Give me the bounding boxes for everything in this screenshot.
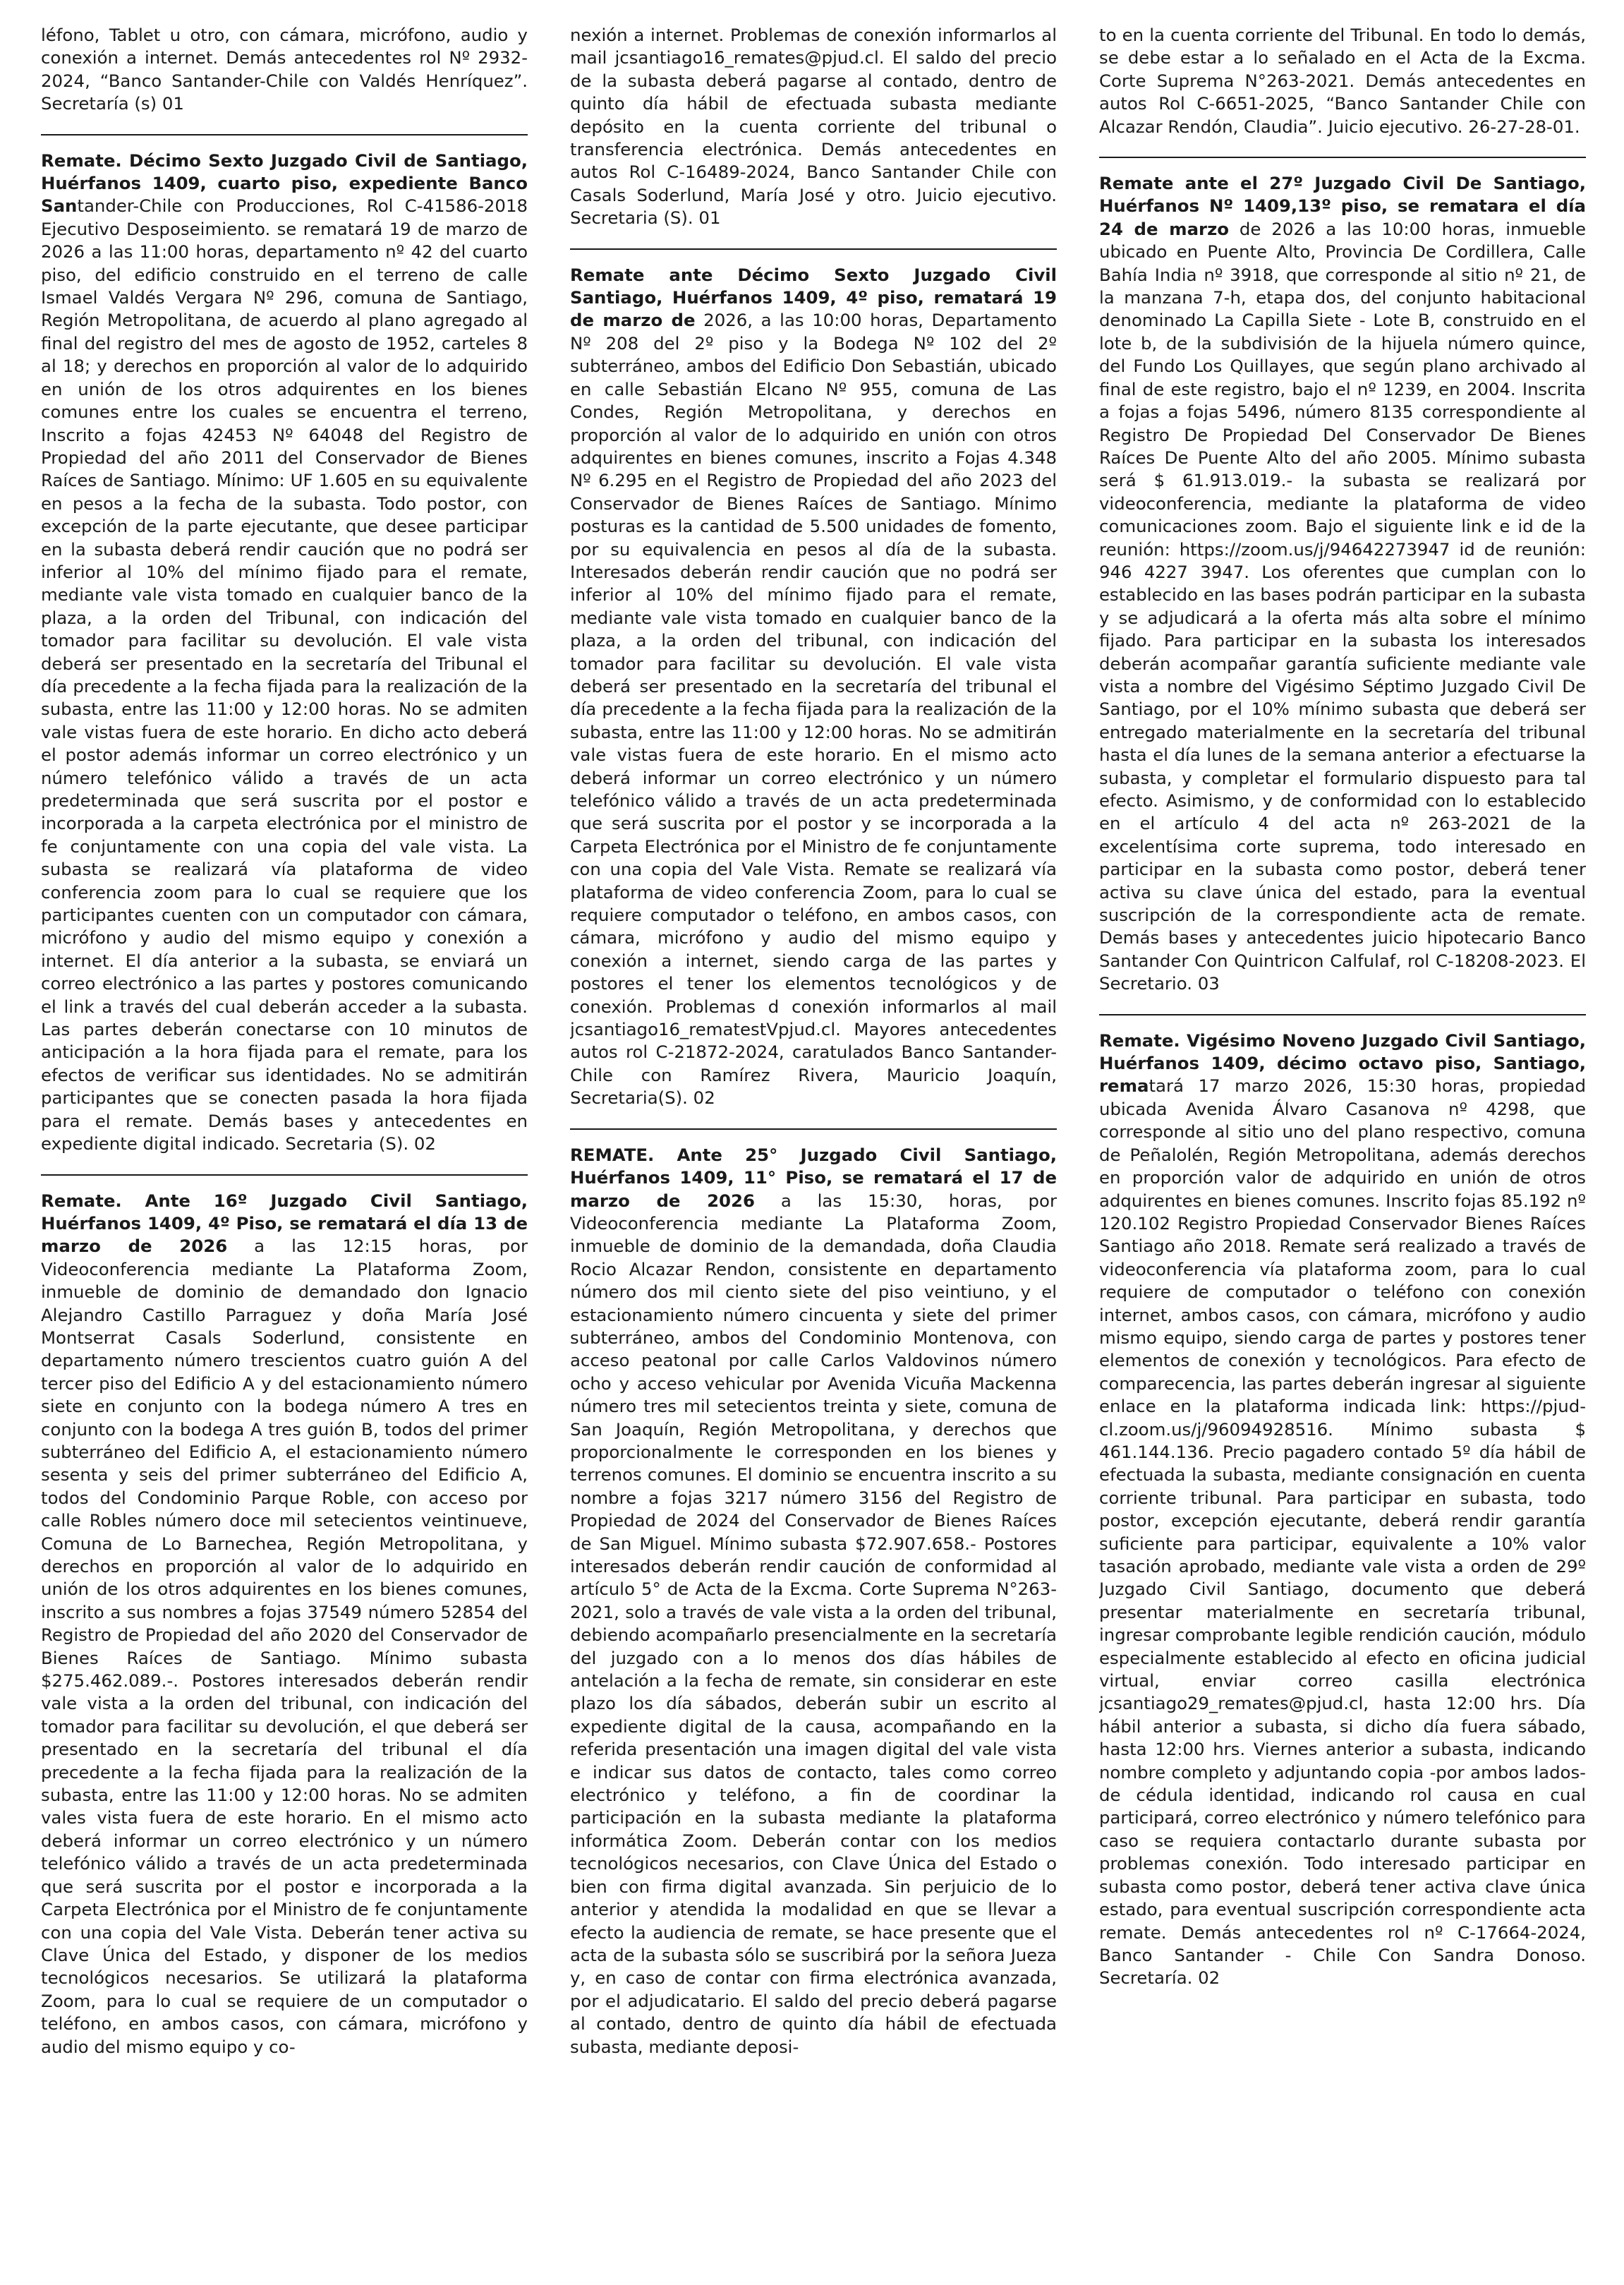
notice-heading: Remate ante el 27º Juzgado Civil De Santiago, Huérfanos Nº 1409,13º piso, se rematara el día 24 de marzo: [1099, 173, 1586, 239]
notice-heading: Remate. Ante 16º Juzgado Civil Santiago, Huérfanos 1409, 4º Piso, se rematará el día 13 de marzo de 2026: [41, 1190, 528, 1257]
notice-heading: Remate. Décimo Sexto Juzgado Civil de Santiago, Huérfanos 1409, cuarto piso, expediente Banco San: [41, 150, 528, 217]
notice-body: tander-Chile con Producciones, Rol C-41586-2018 Ejecutivo Desposeimiento. se rematará 19 de marzo de 2026 a las 11:00 horas, departamento nº 42 del cuarto piso, del edificio construido en el terreno de calle Ismael Valdés Vergara Nº 296, comuna de Santiago, Región Metropolitana, de acuerdo al plano agregado al final del registro del mes de agosto de 1952, carteles 8 al 18; y derechos en proporción al valor de lo adquirido en unión de los otros adquirentes en los bienes comunes entre los cuales se encuentra el terreno, Inscrito a fojas 42453 Nº 64048 del Registro de Propiedad del año 2011 del Conservador de Bienes Raíces de Santiago. Mínimo: UF 1.605 en su equivalente en pesos a la fecha de la subasta. Todo postor, con excepción de la parte ejecutante, que desee participar en la subasta deberá rendir caución que no podrá ser inferior al 10% del mínimo fijado para el remate, mediante vale vista tomado en cualquier banco de la plaza, a la orden del Tribunal, con indicación del tomador para facilitar su devolución. El vale vista deberá ser presentado en la secretaría del Tribunal el día precedente a la fecha fijada para la realización de la subasta, entre las 11:00 y 12:00 horas. No se admiten vale vistas fuera de este horario. En dicho acto deberá el postor además informar un correo electrónico y un número telefónico válido a través de un acta predeterminada que será suscrita por el postor e incorporada a la carpeta electrónica por el ministro de fe conjuntamente con una copia del vale vista. La subasta se realizará vía plataforma de video conferencia zoom para lo cual se requiere que los participantes cuenten con un computador con cámara, micrófono y audio del mismo equipo y conexión a internet. El día anterior a la subasta, se enviará un correo electrónico a las partes y postores comunicando el link a través del cual deberán acceder a la subasta. Las partes deberán conectarse con 10 minutos de anticipación a la hora fijada para el remate, para los efectos de verificar sus identidades. No se admitirán participantes que se conecten pasada la hora fijada para el remate. Demás bases y antecedentes en expediente digital indicado. Secretaria (S). 02: [41, 195, 528, 1154]
notice-body: a las 15:30, horas, por Videoconferencia mediante La Plataforma Zoom, inmueble de dominio de la demandada, doña Claudia Rocio Alcazar Rendon, consistente en departamento número dos mil ciento siete del piso veintiuno, y el estacionamiento número cincuenta y siete del primer subterráneo, ambos del Condominio Montenova, con acceso peatonal por calle Carlos Valdovinos número ocho y acceso vehicular por Avenida Vicuña Mackenna número tres mil setecientos treinta y siete, comuna de San Joaquín, Región Metropolitana, y derechos que proporcionalmente le corresponden en los bienes y terrenos comunes. El dominio se encuentra inscrito a su nombre a fojas 3217 número 3156 del Registro de Propiedad de 2024 del Conservador de Bienes Raíces de San Miguel. Mínimo subasta $72.907.658.- Postores interesados deberán rendir caución de conformidad al artículo 5° de Acta de la Excma. Corte Suprema N°263-2021, solo a través de vale vista a la orden del tribunal, debiendo acompañarlo presencialmente en la secretaría del juzgado con a lo menos dos días hábiles de antelación a la fecha de remate, sin considerar en este plazo los día sábados, deberán subir un escrito al expediente digital de la causa, acompañando en la referida presentación una imagen digital del vale vista e indicar sus datos de contacto, tales como correo electrónico y teléfono, a fin de coordinar la participación en la subasta mediante la plataforma informática Zoom. Deberán contar con los medios tecnológicos necesarios, con Clave Única del Estado o bien con firma digital avanzada. Sin perjuicio de lo anterior y atendida la modalidad en que se llevar a efecto la audiencia de remate, se hace presente que el acta de la subasta sólo se suscribirá por la señora Jueza y, en caso de contar con firma electrónica avanzada, por el adjudicatario. El saldo del precio deberá pagarse al contado, dentro de quinto día hábil de efectuada subasta, mediante deposi-: [570, 1190, 1057, 2057]
column-3: [1099, 24, 1586, 2268]
notice-continuation: [41, 24, 528, 126]
notice-body: tará 17 marzo 2026, 15:30 horas, propiedad ubicada Avenida Álvaro Casanova nº 4298, que corresponde al sitio uno del plano respectivo, comuna de Peñalolén, Región Metropolitana, además derechos en proporción valor de adquirido en unión de otros adquirentes en bienes comunes. Inscrito fojas 85.192 nº 120.102 Registro Propiedad Conservador Bienes Raíces Santiago año 2018. Remate será realizado a través de videoconferencia vía plataforma zoom, para lo cual requiere de computador o teléfono con conexión internet, ambos casos, con cámara, micrófono y audio mismo equipo, siendo carga de partes y postores tener elementos de conexión y tecnológicos. Para efecto de comparecencia, las partes deberán ingresar al siguiente enlace en la plataforma indicada link: https://pjud-cl.zoom.us/j/96094928516. Mínimo subasta $ 461.144.136. Precio pagadero contado 5º día hábil de efectuada la subasta, mediante consignación en cuenta corriente tribunal. Para participar en subasta, todo postor, excepción ejecutante, deberá rendir garantía suficiente para participar, equivalente a 10% valor tasación aprobado, mediante vale vista a orden de 29º Juzgado Civil Santiago, documento que deberá presentar materialmente en secretaría tribunal, ingresar comprobante legible rendición caución, módulo especialmente establecido al efecto en oficina judicial virtual, enviar correo casilla electrónica jcsantiago29_remates@pjud.cl, hasta 12:00 hrs. Día hábil anterior a subasta, si dicho día fuera sábado, hasta 12:00 hrs. Viernes anterior a subasta, indicando nombre completo y adjuntando copia -por ambos lados- de cédula identidad, indicando rol causa en cual participará, correo electrónico y número telefónico para caso se requiera contactarlo durante subasta por problemas conexión. Todo interesado participar en subasta como postor, deberá tener activa clave única estado, para eventual suscripción correspondiente acta remate. Demás antecedentes rol nº C-17664-2024, Banco Santander - Chile Con Sandra Donoso. Secretaría. 02: [1099, 1075, 1586, 1989]
column-2: [570, 24, 1057, 2268]
notice-body: 2026, a las 10:00 horas, Departamento Nº 208 del 2º piso y la Bodega Nº 102 del 2º subterráneo, ambos del Edificio Don Sebastián, ubicado en calle Sebastián Elcano Nº 955, comuna de Las Condes, Región Metropolitana, y derechos en proporción al valor de lo adquirido en unión con otros adquirentes en bienes comunes, inscrito a Fojas 4.348 Nº 6.295 en el Registro de Propiedad del año 2023 del Conservador de Bienes Raíces de Santiago. Mínimo posturas es la cantidad de 5.500 unidades de fomento, por su equivalencia en pesos al día de la subasta. Interesados deberán rendir caución que no podrá ser inferior al 10% del mínimo fijado para el remate, mediante vale vista tomado en cualquier banco de la plaza, a la orden del tribunal, con indicación del tomador para facilitar su devolución. El vale vista deberá ser presentado en la secretaría del tribunal el día precedente a la fecha fijada para la realización de la subasta, entre las 11:00 y 12:00 horas. No se admitirán vale vistas fuera de este horario. En el mismo acto deberá informar un correo electrónico y un número telefónico válido a través de un acta predeterminada que será suscrita por el postor y se incorporada a la Carpeta Electrónica por el Ministro de fe conjuntamente con una copia del Vale Vista. Remate se realizará vía plataforma de video conferencia Zoom, para lo cual se requiere computador o teléfono, en ambos casos, con cámara, micrófono y audio del mismo equipo y conexión a internet, siendo carga de las partes y postores el tener los elementos tecnológicos y de conexión. Problemas d conexión informarlos al mail jcsantiago16_rematestVpjud.cl. Mayores antecedentes autos rol C-21872-2024, caratulados Banco Santander-Chile con Ramírez Rivera, Mauricio Joaquín, Secretaria(S). 02: [570, 310, 1057, 1109]
notice-divider: [41, 134, 528, 135]
notice-remate: [1099, 1030, 1586, 2000]
notice-continuation: [570, 24, 1057, 240]
notice-remate: [570, 264, 1057, 1120]
notice-heading: Remate. Vigésimo Noveno Juzgado Civil Santiago, Huérfanos 1409, décimo octavo piso, Santiago, rema: [1099, 1030, 1586, 1097]
notice-body: to en la cuenta corriente del Tribunal. En todo lo demás, se debe estar a lo señalado en el Acta de la Excma. Corte Suprema N°263-2021. Demás antecedentes en autos Rol C-6651-2025, “Banco Santander Chile con Alcazar Rendón, Claudia”. Juicio ejecutivo. 26-27-28-01.: [1099, 25, 1586, 137]
notice-divider: [1099, 1014, 1586, 1015]
notice-divider: [41, 1174, 528, 1176]
notice-remate: [41, 1190, 528, 2068]
notice-remate: [570, 1144, 1057, 2068]
notice-divider: [1099, 157, 1586, 158]
notice-remate: [1099, 172, 1586, 1006]
notice-body: de 2026 a las 10:00 horas, inmueble ubicado en Puente Alto, Provincia De Cordillera, Calle Bahía India nº 3918, que corresponde al sitio nº 21, de la manzana 7-h, etapa dos, del conjunto habitacional denominado La Capilla Siete - Lote B, construido en el lote b, de la subdivisión de la hijuela número quince, del Fundo Los Quillayes, que según plano archivado al final de este registro, bajo el nº 1239, en 2004. Inscrita a fojas a fojas 5496, número 8135 correspondiente al Registro De Propiedad Del Conservador De Bienes Raíces De Puente Alto del año 2005. Mínimo subasta será $ 61.913.019.- la subasta se realizará por videoconferencia, mediante la plataforma de video comunicaciones zoom. Bajo el siguiente link e id de la reunión: https://zoom.us/j/94642273947 id de reunión: 946 4227 3947. Los oferentes que cumplan con lo establecido en las bases podrán participar en la subasta y se adjudicará a la oferta más alta sobre el mínimo fijado. Para participar en la subasta los interesados deberán acompañar garantía suficiente mediante vale vista a nombre del Vigésimo Séptimo Juzgado Civil De Santiago, por el 10% mínimo subasta que deberá ser entregado materialmente en la secretaría del tribunal hasta el día lunes de la semana anterior a efectuarse la subasta, y completar el formulario dispuesto para tal efecto. Asimismo, y de conformidad con lo establecido en el artículo 4 del acta nº 263-2021 de la excelentísima corte suprema, todo interesado en participar en la subasta como postor, deberá tener activa su clave única del estado, para la eventual suscripción de la correspondiente acta de remate. Demás bases y antecedentes juicio hipotecario Banco Santander Con Quintricon Calfulaf, rol C-18208-2023. El Secretario. 03: [1099, 218, 1586, 994]
notice-body: a las 12:15 horas, por Videoconferencia mediante La Plataforma Zoom, inmueble de dominio de demandado don Ignacio Alejandro Castillo Parraguez y doña María José Montserrat Casals Soderlund, consistente en departamento número trescientos cuatro guión A del tercer piso del Edificio A y del estacionamiento número siete en conjunto con la bodega número A tres en conjunto con la bodega A tres guión B, todos del primer subterráneo del Edificio A, el estacionamiento número sesenta y seis del primer subterráneo del Edificio A, todos del Condominio Parque Roble, con acceso por calle Robles número doce mil setecientos veintinueve, Comuna de Lo Barnechea, Región Metropolitana, y derechos en proporción al valor de lo adquirido en unión de los otros adquirentes en los bienes comunes, inscrito a sus nombres a fojas 37549 número 52854 del Registro de Propiedad del año 2020 del Conservador de Bienes Raíces de Santiago. Mínimo subasta $275.462.089.-. Postores interesados deberán rendir vale vista a la orden del tribunal, con indicación del tomador para facilitar su devolución, el que deberá ser presentado en la secretaría del tribunal el día precedente a la fecha fijada para la realización de la subasta, entre las 11:00 y 12:00 horas. No se admiten vales vista fuera de este horario. En el mismo acto deberá informar un correo electrónico y un número telefónico válido a través de un acta predeterminada que será suscrita por el postor e incorporada a la Carpeta Electrónica por el Ministro de fe conjuntamente con una copia del Vale Vista. Deberán tener activa su Clave Única del Estado, y disponer de los medios tecnológicos necesarios. Se utilizará la plataforma Zoom, para lo cual se requiere de un computador o teléfono, en ambos casos, con cámara, micrófono y audio del mismo equipo y co-: [41, 1236, 528, 2057]
notice-divider: [570, 248, 1057, 250]
notice-heading: Remate ante Décimo Sexto Juzgado Civil Santiago, Huérfanos 1409, 4º piso, rematará 19 de marzo de: [570, 264, 1057, 331]
notice-divider: [570, 1128, 1057, 1130]
notice-remate: [41, 150, 528, 1166]
column-1: [41, 24, 528, 2268]
notice-body: léfono, Tablet u otro, con cámara, micrófono, audio y conexión a internet. Demás antecedentes rol Nº 2932-2024, “Banco Santander-Chile con Valdés Henríquez”. Secretaría (s) 01: [41, 25, 528, 114]
classified-page: [41, 24, 1586, 2268]
notice-body: nexión a internet. Problemas de conexión informarlos al mail jcsantiago16_remates@pjud.cl. El saldo del precio de la subasta deberá pagarse al contado, dentro de quinto día hábil de efectuada subasta mediante depósito en la cuenta corriente del tribunal o transferencia electrónica. Demás antecedentes en autos Rol C-16489-2024, Banco Santander Chile con Casals Soderlund, María José y otro. Juicio ejecutivo. Secretaria (S). 01: [570, 25, 1057, 229]
notice-continuation: [1099, 24, 1586, 148]
notice-heading: REMATE. Ante 25° Juzgado Civil Santiago, Huérfanos 1409, 11° Piso, se rematará el 17 de marzo de 2026: [570, 1144, 1057, 1211]
